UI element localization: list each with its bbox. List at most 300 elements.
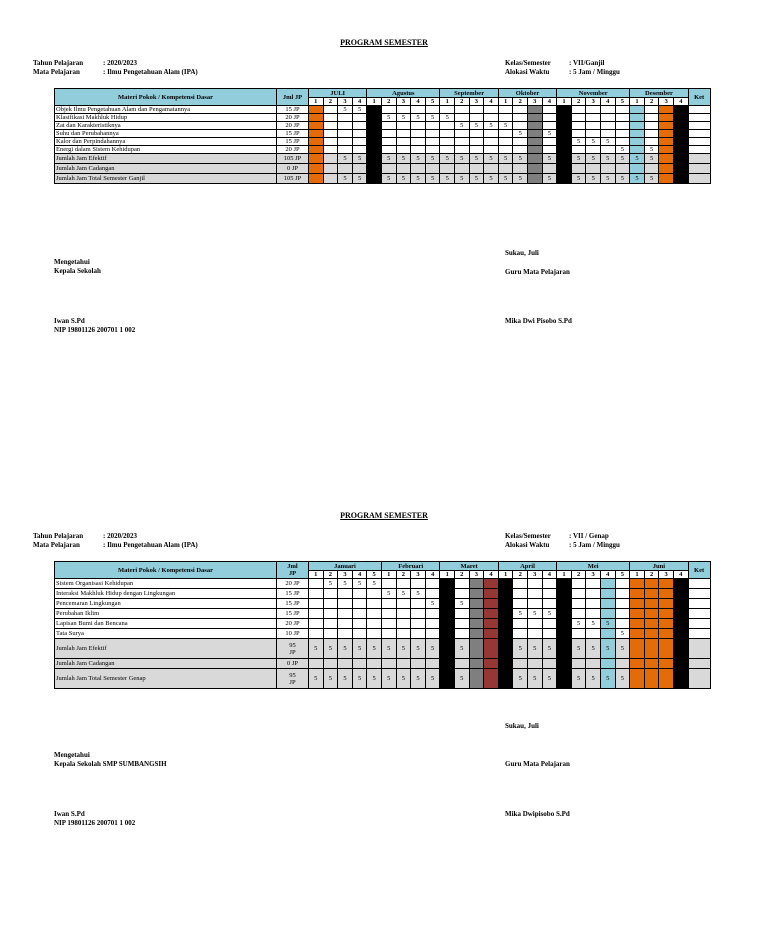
cell-week: 5 [586, 174, 601, 184]
cell-week [630, 609, 645, 619]
cell-week [513, 629, 528, 639]
cell-week [513, 619, 528, 629]
cell-week [498, 629, 513, 639]
cell-week: 5 [381, 589, 396, 599]
cell-week [674, 138, 689, 146]
cell-week: 5 [323, 669, 338, 689]
cell-week: 5 [440, 114, 455, 122]
cell-week [469, 138, 484, 146]
cell-materi: Energi dalam Sistem Kehidupan [55, 146, 277, 154]
cell-week [367, 589, 382, 599]
cell-week [601, 130, 616, 138]
header-week: 3 [659, 571, 674, 579]
cell-week [440, 130, 455, 138]
cell-week: 5 [601, 138, 616, 146]
header-week: 4 [484, 571, 499, 579]
cell-week: 5 [352, 106, 367, 114]
cell-week [557, 164, 572, 174]
cell-week [323, 609, 338, 619]
cell-week [411, 619, 426, 629]
cell-week [542, 589, 557, 599]
kelas-value: : VII / Genap [569, 532, 609, 540]
cell-week [440, 669, 455, 689]
info-right-semester1 [505, 59, 620, 77]
header-week: 1 [557, 98, 572, 106]
cell-week [630, 639, 645, 659]
cell-week [425, 130, 440, 138]
cell-week [381, 122, 396, 130]
cell-week [615, 589, 630, 599]
guru-label-semester1: Guru Mata Pelajaran [505, 268, 570, 276]
cell-week [381, 629, 396, 639]
header-week: 3 [469, 571, 484, 579]
cell-week [352, 659, 367, 669]
header-week: 1 [381, 571, 396, 579]
cell-week [542, 619, 557, 629]
cell-week [513, 164, 528, 174]
cell-week [381, 609, 396, 619]
cell-week [323, 599, 338, 609]
cell-jml-jp: 15 JP [277, 106, 309, 114]
cell-jml-jp: 20 JP [277, 619, 309, 629]
cell-ket [688, 629, 710, 639]
cell-week [498, 609, 513, 619]
cell-week: 5 [600, 619, 615, 629]
header-week: 3 [396, 98, 411, 106]
cell-week [630, 619, 645, 629]
cell-week [323, 154, 338, 164]
cell-week [674, 106, 689, 114]
cell-week [630, 669, 645, 689]
cell-week [586, 579, 601, 589]
cell-week: 5 [586, 619, 601, 629]
cell-week [338, 146, 353, 154]
cell-week: 5 [542, 639, 557, 659]
cell-week: 5 [338, 174, 353, 184]
cell-week [600, 629, 615, 639]
cell-week [513, 146, 528, 154]
table-row [55, 114, 711, 122]
cell-week [557, 619, 572, 629]
cell-week: 5 [644, 154, 659, 164]
cell-week [411, 659, 426, 669]
cell-week [352, 138, 367, 146]
header-week: 2 [644, 571, 659, 579]
cell-week [527, 130, 542, 138]
cell-week: 5 [352, 579, 367, 589]
cell-week [557, 629, 572, 639]
cell-week [469, 669, 484, 689]
cell-week: 5 [352, 154, 367, 164]
header-week: 4 [425, 571, 440, 579]
info-right-semester2 [505, 532, 620, 550]
cell-week: 5 [586, 639, 601, 659]
cell-week [455, 609, 470, 619]
cell-week [367, 599, 382, 609]
header-month: November [557, 89, 630, 98]
cell-week [674, 164, 689, 174]
cell-week: 5 [615, 639, 630, 659]
header-materi: Materi Pokok / Kompetensi Dasar [55, 562, 277, 579]
cell-week [469, 629, 484, 639]
header-week: 5 [615, 571, 630, 579]
cell-week: 5 [396, 174, 411, 184]
cell-week [527, 174, 542, 184]
cell-week [367, 629, 382, 639]
mengetahui-semester2 [54, 751, 167, 769]
cell-week [411, 106, 426, 114]
cell-week [586, 629, 601, 639]
cell-week: 5 [338, 669, 353, 689]
cell-ket [688, 599, 710, 609]
cell-week [381, 599, 396, 609]
alokasi-value: : 5 Jam / Minggu [569, 68, 620, 76]
cell-week [601, 106, 616, 114]
cell-week [542, 599, 557, 609]
cell-week [659, 619, 674, 629]
cell-week [557, 146, 572, 154]
header-week: 5 [367, 571, 382, 579]
cell-week [440, 164, 455, 174]
header-week: 4 [600, 571, 615, 579]
cell-week: 5 [309, 669, 324, 689]
cell-week [396, 609, 411, 619]
cell-week [352, 619, 367, 629]
header-month: Oktober [498, 89, 556, 98]
cell-week [659, 146, 674, 154]
cell-week [323, 619, 338, 629]
cell-week [571, 659, 586, 669]
cell-week [469, 130, 484, 138]
cell-week: 5 [586, 669, 601, 689]
table-row [55, 130, 711, 138]
cell-week: 5 [571, 619, 586, 629]
alokasi-label: Alokasi Waktu [505, 541, 550, 549]
cell-week [557, 154, 572, 164]
cell-week: 5 [615, 629, 630, 639]
cell-week: 5 [571, 138, 586, 146]
header-week: 2 [323, 98, 338, 106]
cell-jml-jp: 15 JP [277, 589, 309, 599]
cell-week [338, 130, 353, 138]
cell-week [411, 164, 426, 174]
cell-week [673, 629, 688, 639]
kepala-name: Iwan S.Pd [54, 317, 85, 325]
cell-week [309, 146, 324, 154]
cell-week [484, 579, 499, 589]
cell-week: 5 [367, 669, 382, 689]
info-left-semester2 [33, 532, 198, 550]
cell-week [440, 106, 455, 114]
cell-week [338, 122, 353, 130]
cell-week [644, 579, 659, 589]
cell-week [644, 619, 659, 629]
cell-week [469, 579, 484, 589]
cell-week: 5 [469, 154, 484, 164]
mengetahui-label: Mengetahui [54, 751, 90, 759]
cell-week [600, 609, 615, 619]
cell-week [571, 609, 586, 619]
header-week: 2 [571, 98, 586, 106]
kepala-sekolah-label: Kepala Sekolah [54, 267, 101, 275]
cell-week [381, 106, 396, 114]
cell-week [381, 579, 396, 589]
cell-week: 5 [513, 609, 528, 619]
cell-week [498, 579, 513, 589]
cell-week [454, 164, 469, 174]
cell-week [630, 122, 645, 130]
cell-week [630, 599, 645, 609]
cell-week: 5 [484, 174, 499, 184]
cell-week [469, 589, 484, 599]
cell-week [411, 629, 426, 639]
cell-materi: Jumlah Jam Efektif [55, 639, 277, 659]
cell-week [674, 154, 689, 164]
cell-week [498, 114, 513, 122]
cell-jml-jp: 15 JP [277, 609, 309, 619]
header-month: Maret [440, 562, 498, 571]
cell-week: 5 [644, 146, 659, 154]
header-week: 2 [454, 98, 469, 106]
header-week: 2 [396, 571, 411, 579]
header-week: 1 [440, 98, 455, 106]
cell-week: 5 [425, 174, 440, 184]
cell-week [571, 130, 586, 138]
cell-week: 5 [542, 130, 557, 138]
cell-week [309, 659, 324, 669]
cell-week [367, 659, 382, 669]
header-week: 3 [527, 571, 542, 579]
table-row [55, 639, 711, 659]
cell-week [673, 639, 688, 659]
cell-week [586, 599, 601, 609]
cell-week [557, 174, 572, 184]
cell-week [498, 164, 513, 174]
header-week: 5 [615, 98, 630, 106]
cell-week: 5 [498, 174, 513, 184]
cell-materi: Jumlah Jam Cadangan [55, 659, 277, 669]
header-month: Januari [309, 562, 382, 571]
cell-ket [688, 164, 710, 174]
header-week: 2 [513, 571, 528, 579]
cell-week [630, 629, 645, 639]
cell-week [338, 629, 353, 639]
cell-week [615, 619, 630, 629]
cell-week: 5 [615, 154, 630, 164]
table-row [55, 174, 711, 184]
cell-week [469, 599, 484, 609]
mengetahui-label: Mengetahui [54, 258, 90, 266]
cell-week [659, 138, 674, 146]
cell-week [323, 138, 338, 146]
tahun-value: : 2020/2023 [103, 59, 138, 67]
cell-week [309, 138, 324, 146]
cell-week [659, 589, 674, 599]
cell-week [381, 130, 396, 138]
header-month: April [498, 562, 556, 571]
cell-week [381, 659, 396, 669]
kepala-sekolah-label: Kepala Sekolah SMP SUMBANGSIH [54, 760, 167, 768]
cell-week [425, 609, 440, 619]
cell-week [659, 106, 674, 114]
cell-week: 5 [381, 669, 396, 689]
header-week: 3 [586, 98, 601, 106]
cell-week: 5 [498, 154, 513, 164]
cell-week [498, 138, 513, 146]
cell-week [498, 669, 513, 689]
cell-week: 5 [571, 174, 586, 184]
cell-week [542, 629, 557, 639]
kelas-label: Kelas/Semester [505, 532, 551, 540]
cell-week: 5 [542, 174, 557, 184]
kepala-name: Iwan S.Pd [54, 810, 85, 818]
cell-week [309, 589, 324, 599]
cell-week: 5 [586, 154, 601, 164]
header-week: 2 [381, 98, 396, 106]
cell-week [484, 639, 499, 659]
table-row [55, 619, 711, 629]
cell-week: 5 [454, 174, 469, 184]
cell-week [396, 164, 411, 174]
cell-week [469, 659, 484, 669]
cell-week [352, 122, 367, 130]
cell-week [309, 579, 324, 589]
cell-week [396, 659, 411, 669]
cell-week: 5 [381, 154, 396, 164]
cell-week [411, 146, 426, 154]
cell-materi: Jumlah Jam Cadangan [55, 164, 277, 174]
cell-ket [688, 589, 710, 599]
cell-week [557, 122, 572, 130]
header-week: 1 [557, 571, 572, 579]
cell-week [455, 629, 470, 639]
cell-week [600, 579, 615, 589]
cell-week: 5 [527, 669, 542, 689]
cell-week [557, 106, 572, 114]
cell-week [396, 146, 411, 154]
cell-week [484, 164, 499, 174]
cell-week [659, 609, 674, 619]
cell-week: 5 [381, 639, 396, 659]
cell-week [630, 659, 645, 669]
cell-week [440, 609, 455, 619]
cell-week [557, 130, 572, 138]
tahun-value: : 2020/2023 [103, 532, 138, 540]
cell-week [557, 589, 572, 599]
cell-week [323, 146, 338, 154]
cell-week [644, 138, 659, 146]
cell-week [557, 609, 572, 619]
table-row [55, 609, 711, 619]
cell-week: 5 [396, 154, 411, 164]
cell-week [674, 122, 689, 130]
cell-week [673, 599, 688, 609]
cell-materi: Objek Ilmu Pengetahuan Alam dan Pengamatannya [55, 106, 277, 114]
cell-week [644, 659, 659, 669]
cell-week [338, 619, 353, 629]
header-week: 4 [411, 98, 426, 106]
cell-week [454, 114, 469, 122]
header-week: 2 [644, 98, 659, 106]
cell-week: 5 [527, 639, 542, 659]
header-month: Agustus [367, 89, 440, 98]
cell-week [484, 130, 499, 138]
cell-week [513, 599, 528, 609]
cell-materi: Interaksi Makhluk Hidup dengan Lingkungan [55, 589, 277, 599]
cell-week [615, 609, 630, 619]
page-title-semester2: PROGRAM SEMESTER [340, 511, 428, 520]
cell-week [411, 579, 426, 589]
cell-week [630, 130, 645, 138]
header-week: 1 [309, 98, 324, 106]
cell-week: 5 [513, 639, 528, 659]
cell-week: 5 [411, 669, 426, 689]
cell-week [659, 639, 674, 659]
cell-week: 5 [644, 174, 659, 184]
cell-week [440, 589, 455, 599]
header-week: 2 [455, 571, 470, 579]
cell-week [309, 130, 324, 138]
cell-week [484, 599, 499, 609]
cell-week [323, 659, 338, 669]
cell-week [425, 164, 440, 174]
cell-week [367, 138, 382, 146]
cell-week [571, 122, 586, 130]
cell-week [440, 659, 455, 669]
cell-week [425, 146, 440, 154]
cell-week [352, 629, 367, 639]
header-jml-jp: Jml JP [277, 89, 309, 106]
cell-week [542, 146, 557, 154]
cell-ket [688, 114, 710, 122]
cell-week [527, 579, 542, 589]
cell-week [455, 659, 470, 669]
cell-week: 5 [469, 122, 484, 130]
cell-week: 5 [411, 154, 426, 164]
cell-week [586, 122, 601, 130]
cell-week [659, 669, 674, 689]
cell-week: 5 [513, 130, 528, 138]
cell-week [630, 114, 645, 122]
cell-week [659, 164, 674, 174]
cell-week: 5 [600, 669, 615, 689]
cell-week: 5 [323, 579, 338, 589]
mapel-label: Mata Pelajaran [33, 68, 80, 76]
cell-week [542, 122, 557, 130]
alokasi-label: Alokasi Waktu [505, 68, 550, 76]
cell-week [644, 164, 659, 174]
cell-week [542, 579, 557, 589]
cell-week [630, 579, 645, 589]
cell-week [644, 629, 659, 639]
cell-materi: Zat dan Karakteristiknya [55, 122, 277, 130]
cell-week [367, 164, 382, 174]
cell-week: 5 [615, 669, 630, 689]
cell-week [600, 589, 615, 599]
cell-week: 5 [542, 669, 557, 689]
cell-materi: Pencemaran Lingkungan [55, 599, 277, 609]
header-week: 3 [338, 571, 353, 579]
cell-week [367, 174, 382, 184]
cell-week [542, 114, 557, 122]
cell-week: 5 [571, 154, 586, 164]
cell-week [659, 114, 674, 122]
cell-week [659, 154, 674, 164]
header-week: 3 [659, 98, 674, 106]
place-date-semester1: Sukau, Juli [505, 249, 539, 257]
cell-week [323, 106, 338, 114]
header-month: Februari [381, 562, 439, 571]
